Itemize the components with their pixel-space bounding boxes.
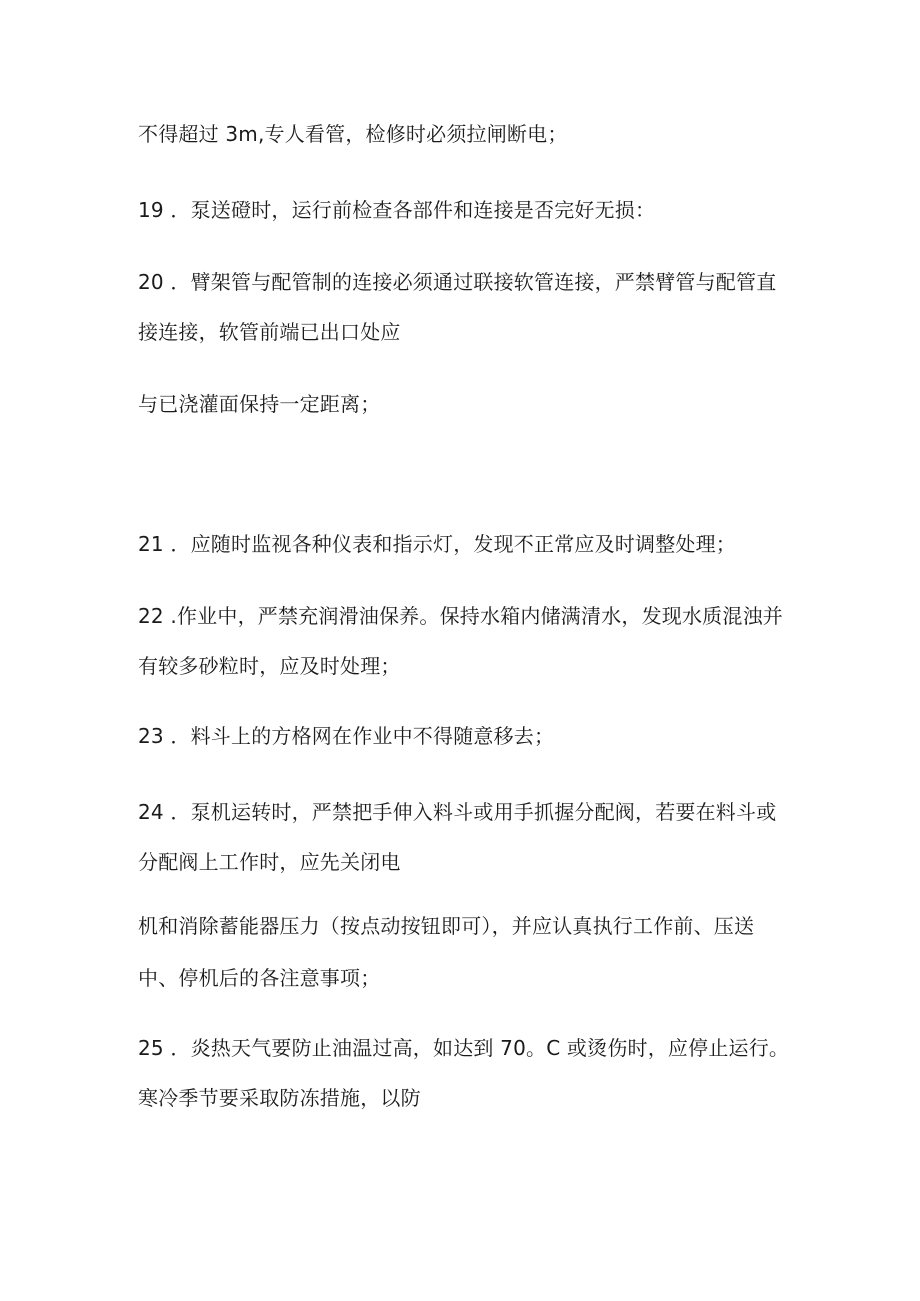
text-line-10: 24 ．泵机运转时，严禁把手伸入料斗或用手抓握分配阀，若要在料斗或 (138, 800, 777, 824)
text-line-8: 有较多砂粒时，应及时处理； (138, 654, 401, 678)
text-line-3: 20 ．臂架管与配管制的连接必须通过联接软管连接，严禁臂管与配管直 (138, 270, 777, 294)
text-line-7: 22 .作业中，严禁充润滑油保养。保持水箱内储满清水，发现水质混浊并 (138, 604, 783, 628)
text-line-15: 寒冷季节要采取防冻措施，以防 (138, 1086, 421, 1110)
text-line-12: 机和消除蓄能器压力（按点动按钮即可），并应认真执行工作前、压送 (138, 914, 755, 938)
text-line-1: 不得超过 3m,专人看管，检修时必须拉闸断电； (138, 122, 568, 146)
text-line-11: 分配阀上工作时，应先关闭电 (138, 850, 401, 874)
text-line-14: 25 ．炎热天气要防止油温过高，如达到 70。C 或烫伤时，应停止运行。 (138, 1036, 790, 1060)
text-line-9: 23 ．料斗上的方格网在作业中不得随意移去； (138, 724, 555, 748)
text-line-6: 21 ．应随时监视各种仪表和指示灯，发现不正常应及时调整处理； (138, 532, 737, 556)
text-line-4: 接连接，软管前端已出口处应 (138, 320, 401, 344)
text-line-13: 中、停机后的各注意事项； (138, 966, 381, 990)
text-line-5: 与已浇灌面保持一定距离； (138, 392, 381, 416)
text-line-2: 19 ．泵送磴时，运行前检查各部件和连接是否完好无损： (138, 198, 656, 222)
